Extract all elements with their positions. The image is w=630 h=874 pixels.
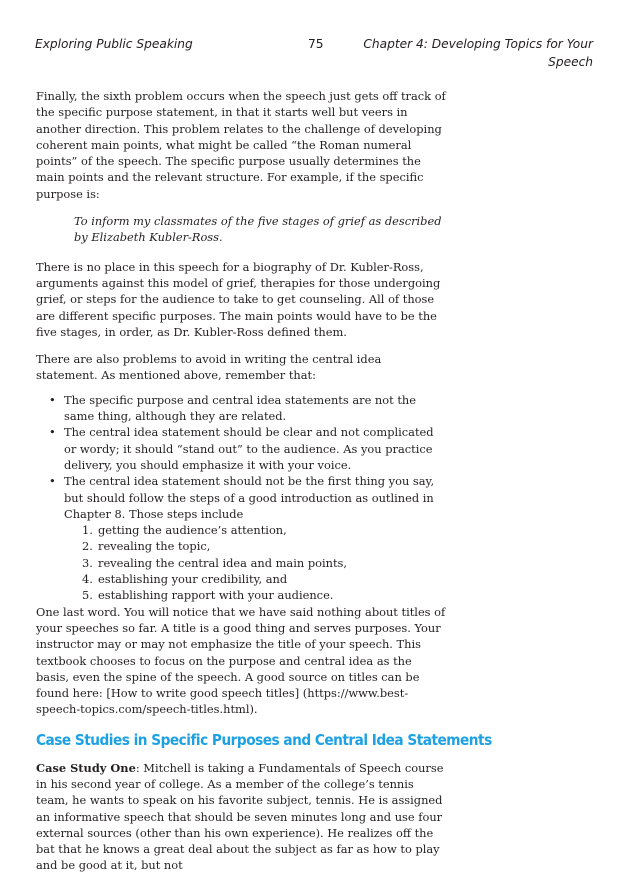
numbered-list (64, 522, 446, 603)
list-item-text: establishing your credibility, and (98, 572, 288, 587)
body-text (36, 88, 492, 874)
list-item-text: revealing the central idea and main points, (98, 555, 347, 570)
list-item (64, 571, 446, 587)
list-item-text: revealing the topic, (98, 539, 211, 554)
list-number: 2. (82, 539, 93, 554)
page-number: 75 (308, 37, 324, 51)
case-study-text: : Mitchell is taking a Fundamentals of Speech course in his second year of college. As a member of the college’s tennis team, he wants to speak on his favorite subject, tennis. He is assigned an informative speech that should be seven minutes long and use four external sources (other than his own experience). He realizes off the bat that he knows a great deal about the subject as far as how to play and be good at it, but not (36, 760, 444, 873)
paragraph: Finally, the sixth problem occurs when the speech just gets off track of the specific purpose statement, in that it starts well but veers in another direction. This problem relates to the challenge of developing coherent main points, what might be called “the Roman numeral points” of the speech. The specific purpose usually determines the main points and the relevant structure. For example, if the specific purpose is: (36, 89, 446, 201)
list-item (64, 522, 446, 538)
list-number: 5. (82, 588, 93, 603)
case-study-paragraph (36, 760, 446, 874)
paragraph: One last word. You will notice that we have said nothing about titles of your speeches so far. A title is a good thing and serves purposes. Your instructor may or may not emphasize the title of your speech. This textbook chooses to focus on the purpose and central idea as the basis, even the spine of the speech. A good source on titles can be found here: [How to write good speech titles] (https://www.best-speech-topics.com/speech-titles.html). (36, 604, 446, 717)
list-item (64, 555, 446, 571)
bullet-item: • The specific purpose and central idea statements are not the same thing, although they are related. (36, 392, 446, 425)
bullet-item (36, 473, 446, 603)
bullet-list (36, 392, 446, 604)
list-number: 4. (82, 572, 93, 587)
block-quote: To inform my classmates of the five stages of grief as described by Elizabeth Kubler-Ross. (74, 214, 442, 245)
list-item-text: getting the audience’s attention, (98, 523, 287, 538)
running-header-chapter-title: Chapter 4: Developing Topics for Your Speech (363, 37, 593, 69)
paragraph: There is no place in this speech for a biography of Dr. Kubler-Ross, arguments against this model of grief, therapies for those undergoing grief, or steps for the audience to take to get counseling. All of those are different specific purposes. The main points would have to be the five stages, in order, as Dr. Kubler-Ross defined them. (36, 259, 441, 339)
list-item-text: establishing rapport with your audience. (98, 588, 334, 603)
list-number: 3. (82, 555, 93, 570)
list-number: 1. (82, 523, 93, 538)
bullet-item-text: The central idea statement should not be the first thing you say, but should follow the steps of a good introduction as outlined in Chapter 8. Those steps include (64, 474, 435, 521)
bullet-item: • The central idea statement should be clear and not complicated or wordy; it should “stand out” to the audience. As you practice delivery, you should emphasize it with your voice. (36, 424, 446, 473)
running-header-book-title: Exploring Public Speaking (35, 37, 193, 51)
section-heading: Case Studies in Specific Purposes and Central Idea Statements (36, 730, 492, 749)
list-item (64, 587, 446, 603)
list-item (64, 538, 446, 554)
paragraph: There are also problems to avoid in writing the central idea statement. As mentioned above, remember that: (36, 352, 382, 383)
case-study-label: Case Study One (36, 760, 136, 775)
